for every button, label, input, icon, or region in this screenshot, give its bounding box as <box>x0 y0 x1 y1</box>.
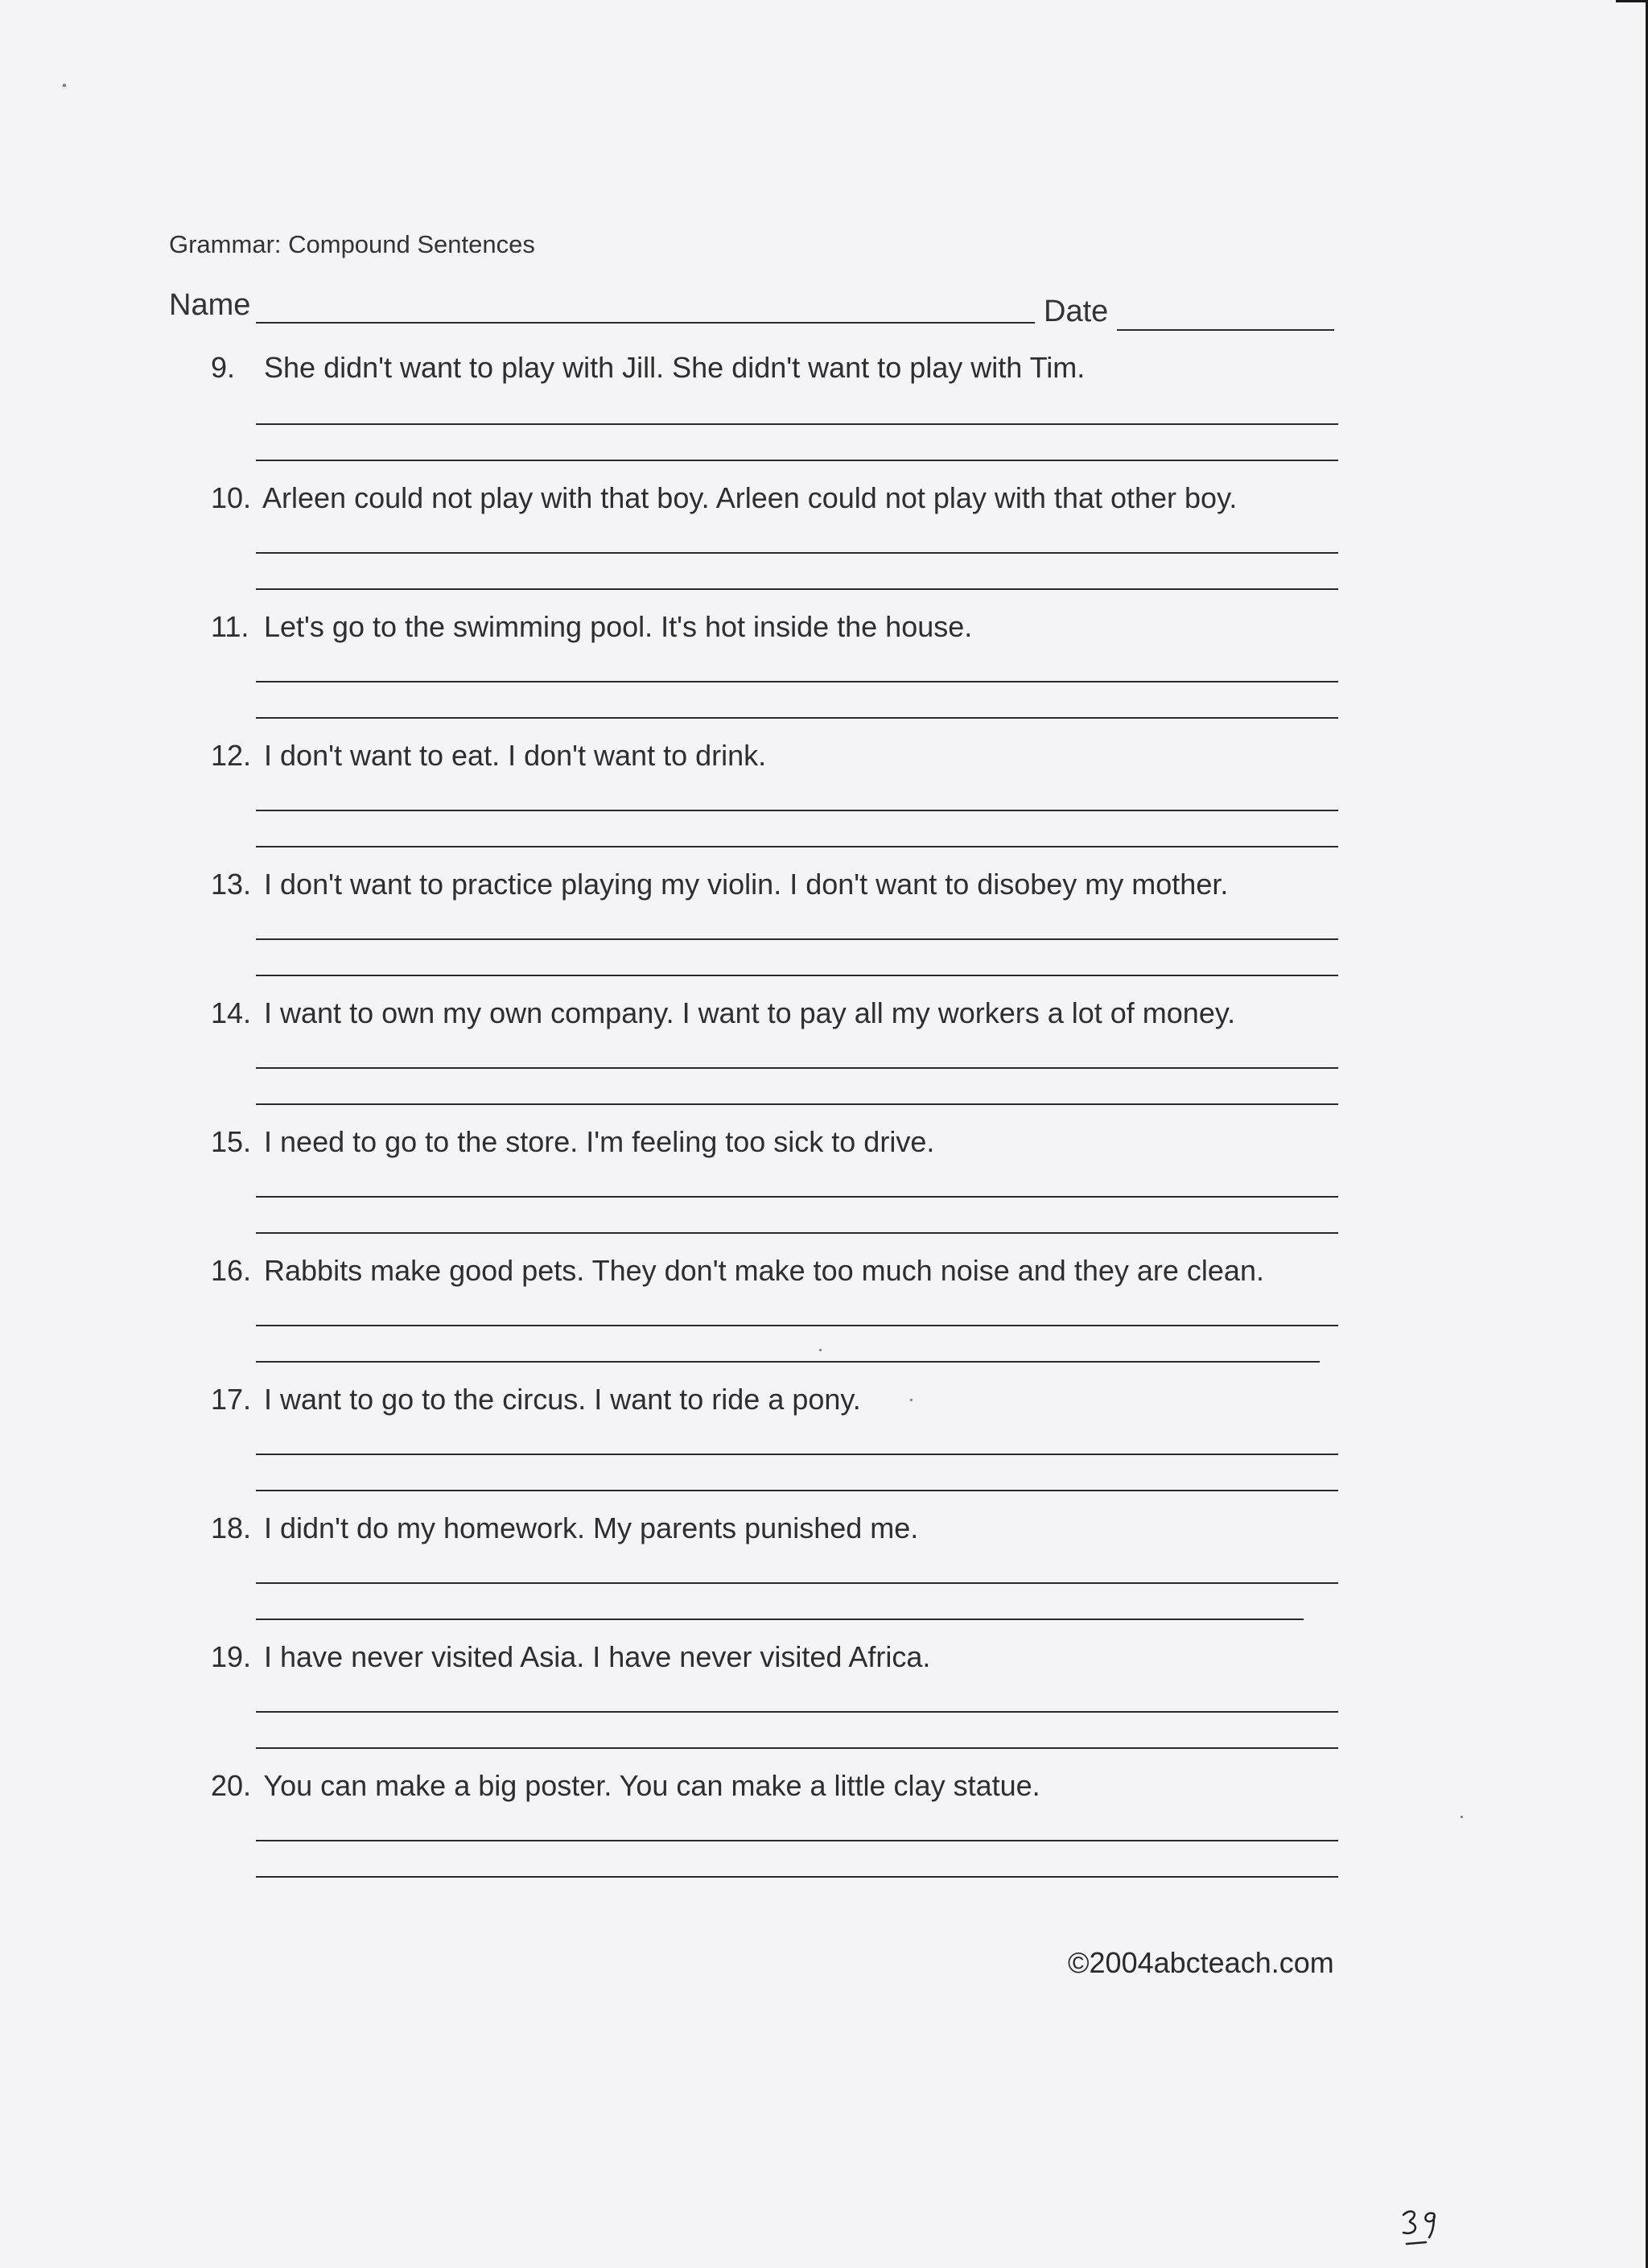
question-item <box>211 868 1362 901</box>
question-number: 11. <box>211 610 249 643</box>
question-text: I want to go to the circus. I want to ride a pony. <box>264 1383 861 1416</box>
date-field-line[interactable] <box>1117 329 1334 331</box>
question-item <box>211 1254 1362 1288</box>
question-number: 13. <box>211 868 252 901</box>
question-number: 15. <box>211 1125 252 1158</box>
handwritten-page-number <box>1399 2207 1447 2256</box>
answer-line[interactable] <box>256 552 1338 554</box>
answer-line[interactable] <box>256 1454 1338 1455</box>
question-text: I have never visited Asia. I have never visited Africa. <box>264 1640 931 1673</box>
answer-line[interactable] <box>256 1232 1338 1234</box>
question-item <box>211 1640 1362 1674</box>
question-number: 20. <box>211 1769 252 1802</box>
question-text: Rabbits make good pets. They don't make too much noise and they are clean. <box>264 1254 1264 1287</box>
question-text: You can make a big poster. You can make a little clay statue. <box>263 1769 1040 1802</box>
answer-line[interactable] <box>256 423 1338 425</box>
answer-line[interactable] <box>256 938 1338 940</box>
answer-line[interactable] <box>256 810 1338 811</box>
question-item <box>211 1511 1362 1545</box>
question-number: 9. <box>211 351 236 384</box>
worksheet-title: Grammar: Compound Sentences <box>169 230 535 258</box>
question-text: Arleen could not play with that boy. Arleen could not play with that other boy. <box>262 481 1238 514</box>
answer-line[interactable] <box>256 1711 1338 1713</box>
answer-line[interactable] <box>256 975 1338 976</box>
question-item <box>211 996 1362 1030</box>
name-field-line[interactable] <box>256 322 1035 324</box>
question-item <box>211 610 1362 644</box>
answer-line[interactable] <box>256 1196 1338 1198</box>
scan-speck <box>1461 1816 1463 1818</box>
question-text: Let's go to the swimming pool. It's hot inside the house. <box>264 610 973 643</box>
answer-line[interactable] <box>256 1325 1338 1326</box>
question-number: 17. <box>211 1383 252 1416</box>
answer-line[interactable] <box>256 846 1338 847</box>
answer-line[interactable] <box>256 1103 1338 1105</box>
question-number: 18. <box>211 1511 252 1544</box>
question-item <box>211 481 1362 515</box>
question-number: 19. <box>211 1640 252 1673</box>
question-text: She didn't want to play with Jill. She didn't want to play with Tim. <box>264 351 1086 384</box>
question-text: I don't want to practice playing my violin. I don't want to disobey my mother. <box>264 868 1229 901</box>
question-text: I want to own my own company. I want to pay all my workers a lot of money. <box>264 996 1236 1029</box>
question-item <box>211 1125 1362 1159</box>
question-item <box>211 1383 1362 1416</box>
answer-line[interactable] <box>256 1876 1338 1878</box>
answer-line[interactable] <box>256 1067 1338 1069</box>
name-label: Name <box>169 288 251 322</box>
scan-speck <box>63 84 66 87</box>
answer-line[interactable] <box>256 681 1338 682</box>
answer-line[interactable] <box>256 717 1338 719</box>
question-text: I don't want to eat. I don't want to drink. <box>264 739 767 772</box>
answer-line[interactable] <box>256 1619 1304 1620</box>
answer-line[interactable] <box>256 1490 1338 1491</box>
answer-line[interactable] <box>256 588 1338 590</box>
question-item <box>211 739 1362 773</box>
answer-line[interactable] <box>256 460 1338 461</box>
question-number: 10. <box>211 481 252 514</box>
question-text: I didn't do my homework. My parents punished me. <box>264 1511 919 1544</box>
answer-line[interactable] <box>256 1840 1338 1841</box>
question-item <box>211 1769 1362 1803</box>
question-number: 16. <box>211 1254 252 1287</box>
question-number: 14. <box>211 996 252 1029</box>
date-label: Date <box>1044 295 1109 328</box>
question-item <box>211 351 1362 385</box>
answer-line[interactable] <box>256 1582 1338 1584</box>
question-number: 12. <box>211 739 252 772</box>
answer-line[interactable] <box>256 1361 1320 1363</box>
copyright-notice: ©2004abcteach.com <box>1068 1946 1334 1979</box>
scan-speck <box>910 1399 913 1401</box>
question-text: I need to go to the store. I'm feeling too sick to drive. <box>264 1125 935 1158</box>
scan-speck <box>819 1349 822 1351</box>
answer-line[interactable] <box>256 1747 1338 1749</box>
scan-edge-top <box>1616 0 1648 2</box>
